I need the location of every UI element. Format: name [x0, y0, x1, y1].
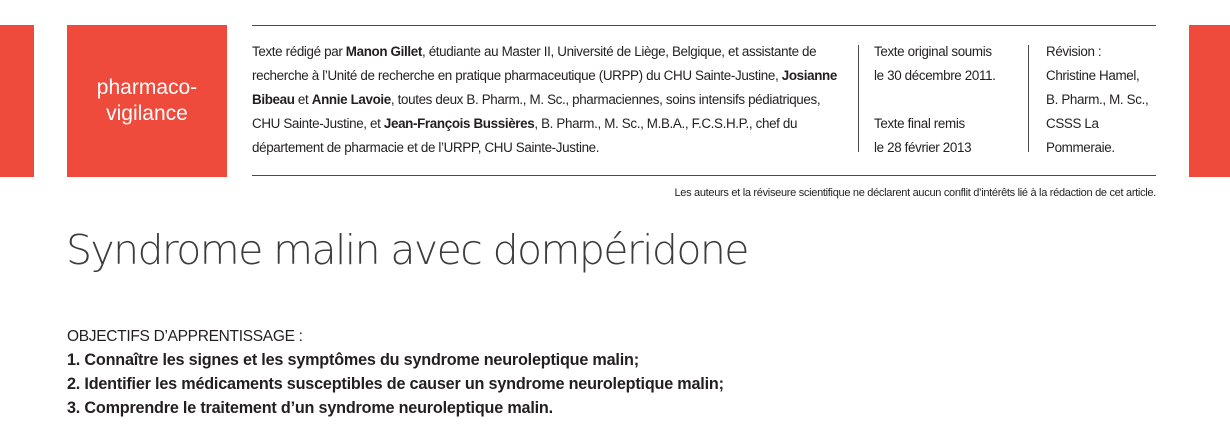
left-accent-bar [0, 25, 34, 177]
objectives-heading: OBJECTIFS D’APPRENTISSAGE : [67, 328, 303, 345]
objective-item: 3. Comprendre le traitement d’un syndrome neuroleptique malin. [67, 399, 553, 417]
author-credits [252, 40, 844, 160]
author-name: Manon Gillet [345, 44, 422, 59]
author-description: , B. Pharm., M. Sc., M.B.A., F.C.S.H.P., chef du département de pharmacie et de l’URPP, CHU Sainte-Justine. [252, 116, 798, 155]
final-line: Texte final remis [874, 116, 965, 131]
author-name: Jean-François Bussières [383, 116, 535, 131]
submitted-line: Texte original soumis [874, 44, 992, 59]
learning-objectives [67, 326, 1167, 420]
submitted-date: le 30 décembre 2011. [874, 68, 996, 83]
objective-item: 2. Identifier les médicaments susceptibles de causer un syndrome neuroleptique malin; [67, 375, 724, 393]
final-date: le 28 février 2013 [874, 140, 972, 155]
author-name: Annie Lavoie [311, 92, 391, 107]
author-name: Josianne Bibeau [252, 68, 837, 107]
section-tag [67, 25, 227, 177]
reviewer-line: CSSS La [1046, 116, 1099, 131]
article-title: Syndrome malin avec dompéridone [66, 226, 748, 274]
author-description: , étudiante au Master II, Université de Liège, Belgique, et assistante de recherche à l’Unité de recherche en pratique pharmaceutique (URPP) du CHU Sainte-Justine, [252, 44, 817, 83]
reviewer-line: Christine Hamel, [1046, 68, 1140, 83]
objective-item: 1. Connaître les signes et les symptômes du syndrome neuroleptique malin; [67, 351, 639, 369]
revision-label: Révision : [1046, 44, 1102, 59]
column-divider [1028, 45, 1029, 152]
column-divider [858, 45, 859, 152]
section-tag-line2: vigilance [106, 102, 188, 125]
conflict-disclosure: Les auteurs et la réviseure scientifique ne déclarent aucun conflit d’intérêts lié à la rédaction de cet article. [674, 187, 1156, 199]
right-accent-bar [1189, 25, 1230, 177]
objectives-list [67, 348, 1167, 420]
submission-dates [874, 40, 1022, 160]
reviewer-line: B. Pharm., M. Sc., [1046, 92, 1149, 107]
revision-credit [1046, 40, 1156, 160]
header-top-rule [252, 25, 1156, 26]
credits-conjunction: et [294, 92, 312, 107]
author-description: , toutes deux B. Pharm., M. Sc., pharmaciennes, soins intensifs pédiatriques, CHU Sainte-Justine, et [252, 92, 821, 131]
reviewer-line: Pommeraie. [1046, 140, 1115, 155]
header-bottom-rule [252, 175, 1156, 176]
credits-intro: Texte rédigé par [252, 44, 346, 59]
section-tag-line1: pharmaco- [96, 76, 198, 99]
